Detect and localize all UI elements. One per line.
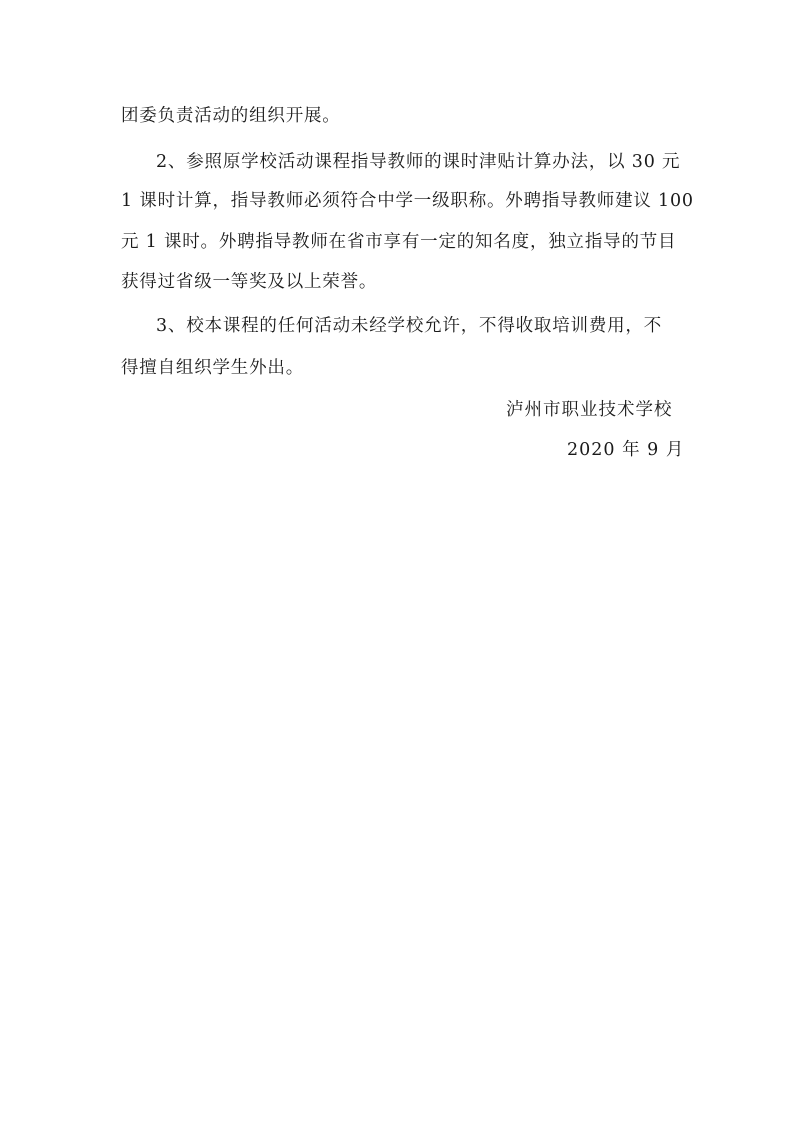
paragraph-3-line-1: 3、校本课程的任何活动未经学校允许，不得收取培训费用，不 [156,316,663,336]
paragraph-1-line-1: 团委负责活动的组织开展。 [121,106,341,126]
paragraph-2-line-4: 获得过省级一等奖及以上荣誉。 [121,272,378,292]
paragraph-2-line-3: 元 1 课时。外聘指导教师在省市享有一定的知名度，独立指导的节目 [121,232,677,252]
paragraph-2-line-2: 1 课时计算，指导教师必须符合中学一级职称。外聘指导教师建议 100 [121,191,694,211]
paragraph-2-line-1: 2、参照原学校活动课程指导教师的课时津贴计算办法，以 30 元 [156,152,681,172]
paragraph-3-line-2: 得擅自组织学生外出。 [121,358,304,378]
signature-date: 2020 年 9 月 [567,440,685,460]
signature-organization: 泸州市职业技术学校 [506,400,673,420]
